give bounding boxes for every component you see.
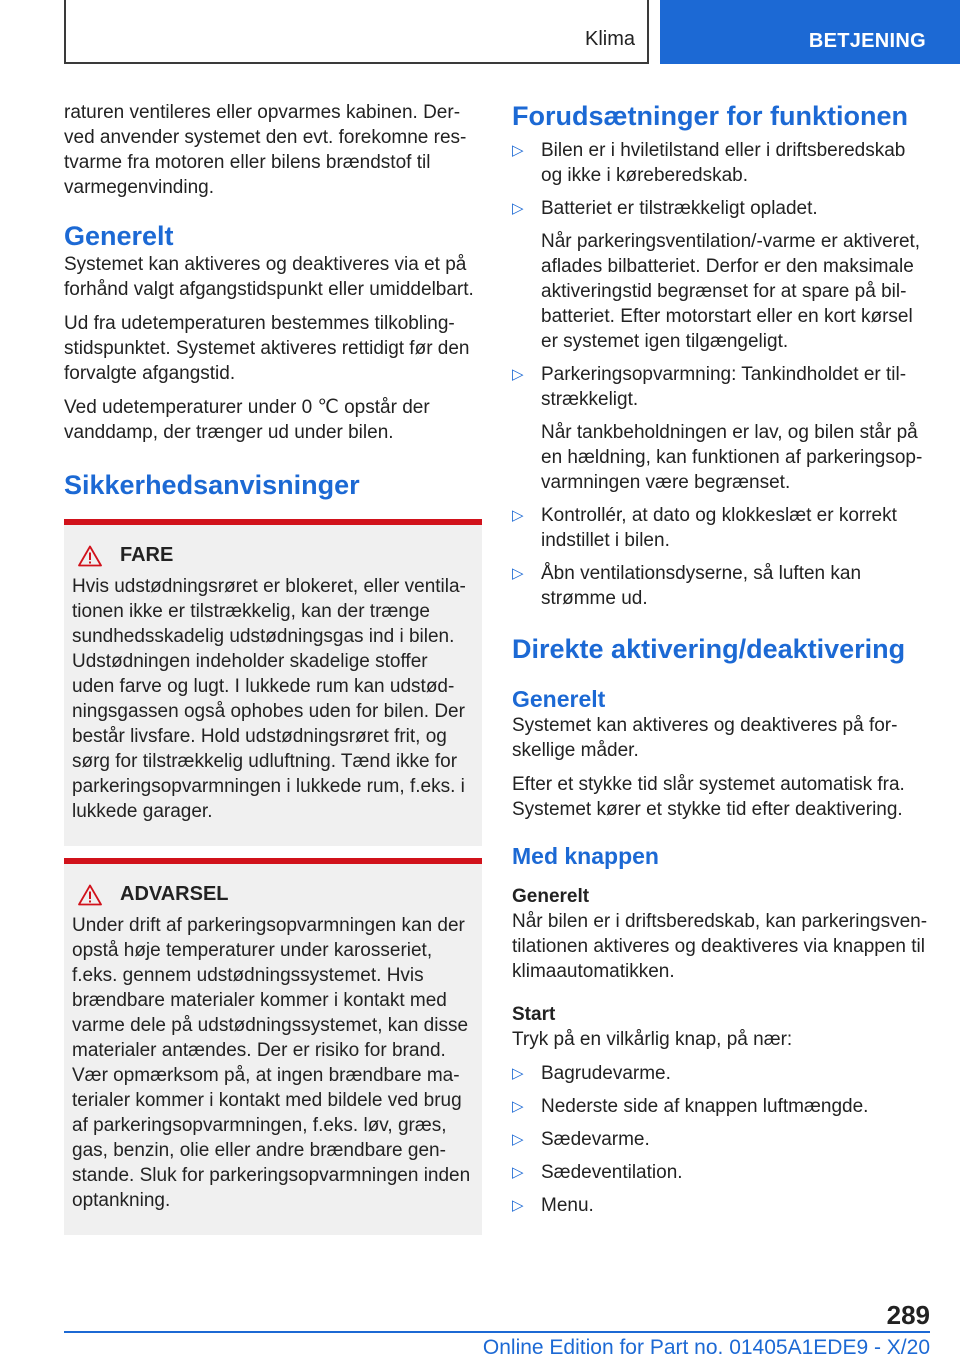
triangle-bullet-icon: ▷ [512,1131,524,1148]
list-item [512,1160,930,1185]
list-item [512,1061,930,1086]
heading-direct-activation: Direkte aktivering/deaktivering [512,634,906,664]
paragraph: Systemet kan aktiveres og deaktiveres via et på forhånd valgt afgangstidspunkt eller umiddelbart. [64,254,474,300]
right-column [512,100,930,1226]
subheading-generelt: Generelt [512,686,606,712]
section-title: Klima [584,28,635,50]
paragraph: Tryk på en vilkårlig knap, på nær: [512,1029,793,1050]
list-item-text: Nederste side af knappen luftmængde. [541,1096,869,1117]
warning-box [64,858,482,1235]
heading-generelt: Generelt [64,221,174,251]
heading-prerequisites: Forudsætninger for funktionen [512,101,908,131]
list-item-note: Når parkeringsventilation/-varme er aktiveret, aflades bilbatteriet. Derfor er den maksimale aktiveringstid begrænset for at spare på bilbatteriet. Efter motorstart eller en kort kørsel er systemet igen tilgængeligt. [541,231,921,352]
triangle-bullet-icon: ▷ [512,1197,524,1214]
list-item-text: Bagrudevarme. [541,1063,671,1084]
paragraph: Efter et stykke tid slår systemet automatisk fra. Systemet kører et stykke tid efter deaktivering. [512,774,905,820]
exception-list [512,1061,930,1218]
minor-heading-start: Start [512,1004,556,1025]
prerequisites-list [512,138,930,611]
page-number: 289 [886,1300,930,1330]
footer-divider [64,1331,930,1333]
heading-safety: Sikkerhedsanvisninger [64,470,360,500]
danger-text: Hvis udstødningsrøret er blokeret, eller ventilationen ikke er tilstrækkelig, kan der trænge sundhedsskadelig udstødningsgas ind i bilen. Udstødningen indeholder skadelige stoffer uden farve og lugt. I lukkede rum kan udstødningsgassen også ophobes uden for bilen. Der består livsfare. Hold udstødningsrøret frit, og sørg for tilstrækkelig udluftning. Tænd ikke for parkeringsopvarmningen i lukkede rum, f.eks. i lukkede garager. [72,576,466,822]
triangle-bullet-icon: ▷ [512,1065,524,1082]
header-section-box [64,0,649,64]
warning-triangle-icon [78,884,102,906]
list-item-text: Menu. [541,1195,594,1216]
danger-title: FARE [120,544,174,566]
list-item-text: Parkeringsopvarmning: Tankindholdet er tilstrækkeligt. [541,364,907,410]
paragraph: Ud fra udetemperaturen bestemmes tilkoblingstidspunktet. Systemet aktiveres rettidigt før den forvalgte afgangstid. [64,313,470,384]
list-item [512,362,930,495]
list-item [512,196,930,354]
paragraph: Systemet kan aktiveres og deaktiveres på forskellige måder. [512,715,898,761]
triangle-bullet-icon: ▷ [512,366,524,383]
list-item [512,561,930,611]
footer-edition: Online Edition for Part no. 01405A1EDE9 - X/20 [482,1336,930,1359]
triangle-bullet-icon: ▷ [512,200,524,217]
left-column [64,100,482,1235]
list-item [512,1127,930,1152]
list-item-text: Bilen er i hviletilstand eller i driftsberedskab og ikke i køreberedskab. [541,140,906,186]
warning-title-row [72,882,474,907]
danger-title-row [72,543,474,568]
intro-paragraph: raturen ventileres eller opvarmes kabinen. Derved anvender systemet den evt. forekomne restvarme fra motoren eller bilens brændstof til varmegenvinding. [64,102,467,198]
list-item [512,138,930,188]
chapter-title: BETJENING [808,30,926,52]
header-chapter-tab [660,0,960,64]
minor-heading-generelt: Generelt [512,886,590,907]
warning-title: ADVARSEL [120,883,229,905]
paragraph: Ved udetemperaturer under 0 ℃ opstår der vanddamp, der trænger ud under bilen. [64,397,430,443]
list-item-text: Batteriet er tilstrækkeligt opladet. [541,198,818,219]
list-item-note: Når tankbeholdningen er lav, og bilen står på en hældning, kan funktionen af parkeringsopvarmningen være begrænset. [541,422,923,493]
list-item-text: Kontrollér, at dato og klokkeslæt er korrekt indstillet i bilen. [541,505,897,551]
danger-box [64,519,482,846]
subheading-med-knappen: Med knappen [512,843,659,869]
triangle-bullet-icon: ▷ [512,142,524,159]
triangle-bullet-icon: ▷ [512,1164,524,1181]
triangle-bullet-icon: ▷ [512,1098,524,1115]
list-item [512,1193,930,1218]
list-item-text: Sædeventilation. [541,1162,683,1183]
list-item [512,1094,930,1119]
list-item-text: Åbn ventilationsdyserne, så luften kan strømme ud. [541,563,862,609]
list-item [512,503,930,553]
triangle-bullet-icon: ▷ [512,507,524,524]
warning-text: Under drift af parkeringsopvarmningen kan der opstå høje temperaturer under karosseriet, f.eks. gennem udstødningssystemet. Hvis brændbare materialer kommer i kontakt med varme dele på udstødningssystemet, kan disse materialer antændes. Der er risiko for brand. Vær opmærksom på, at ingen brændbare materialer kommer i kontakt med bildele ved brug af parkeringsopvarmningen, f.eks. løv, græs, gas, benzin, olie eller andre brændbare genstande. Sluk for parkeringsopvarmningen inden optankning. [72,915,471,1211]
paragraph: Når bilen er i driftsberedskab, kan parkeringsventilationen aktiveres og deaktiveres via knappen til klimaautomatikken. [512,911,928,982]
triangle-bullet-icon: ▷ [512,565,524,582]
warning-triangle-icon [78,545,102,567]
list-item-text: Sædevarme. [541,1129,650,1150]
